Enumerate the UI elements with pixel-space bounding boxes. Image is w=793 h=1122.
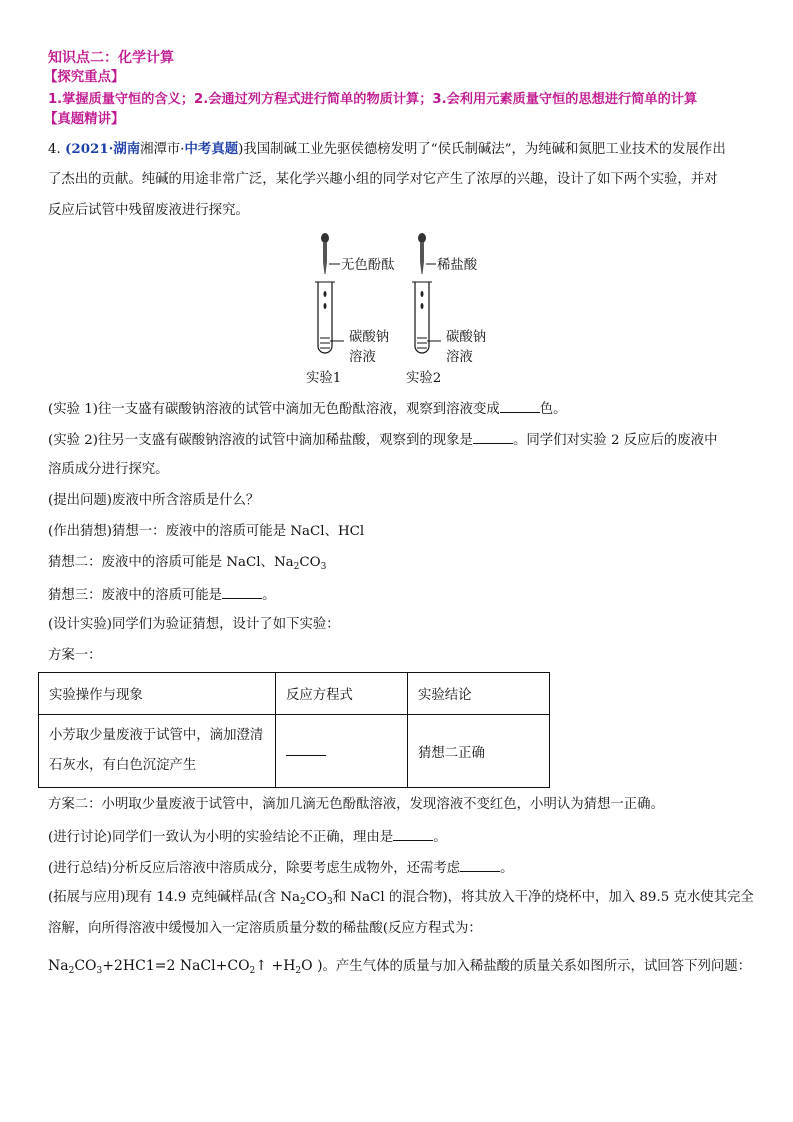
guess3-tail: 。 xyxy=(262,588,276,603)
eq-end: O ) xyxy=(301,958,323,974)
eq-sub3: 2 xyxy=(249,966,256,976)
table-row xyxy=(39,715,550,788)
summary-line xyxy=(48,859,514,877)
discuss-line xyxy=(48,828,447,846)
extension-sub1: 2 xyxy=(300,897,306,907)
discuss-text: (进行讨论)同学们一致认为小明的实验结论不正确，理由是 xyxy=(48,830,394,845)
summary-tail: 。 xyxy=(500,861,514,876)
eq-sub2: 3 xyxy=(96,966,103,976)
exp2-line xyxy=(48,431,717,449)
discuss-tail: 。 xyxy=(433,830,447,845)
question-intro-line2: 了杰出的贡献。纯碱的用途非常广泛，某化学兴趣小组的同学对它产生了浓厚的兴趣，设计了如下两个实验，并对 xyxy=(48,172,718,187)
focus-label: 【探究重点】 xyxy=(44,70,125,85)
equation-blank[interactable] xyxy=(286,743,326,756)
dropper-2 xyxy=(418,233,436,274)
extension-line1 xyxy=(48,890,754,910)
eq-na: Na xyxy=(48,958,69,974)
equation-tail-text: 。产生气体的质量与加入稀盐酸的质量关系如图所示，试回答下列问题： xyxy=(322,959,752,974)
exp1-text: (实验 1)往一支盛有碳酸钠溶液的试管中滴加无色酚酞溶液，观察到溶液变成 xyxy=(48,402,500,417)
dropper1-label: 无色酚酞 xyxy=(341,258,395,273)
eq-arrow: ↑ +H xyxy=(255,958,296,974)
extension-co: CO xyxy=(305,890,328,905)
source-close: ) xyxy=(238,142,244,157)
table-header: 实验结论 xyxy=(408,673,550,715)
exp2-line2: 溶质成分进行探究。 xyxy=(48,462,169,477)
guess2-co: CO xyxy=(299,555,321,570)
guess3-text: 猜想三：废液中的溶质可能是 xyxy=(48,588,223,603)
tube1-label-b: 溶液 xyxy=(349,350,376,365)
source-tag: 中考真题 xyxy=(184,141,239,157)
source-city: 湘潭市· xyxy=(140,142,185,157)
question-line: (提出问题)废液中所含溶质是什么？ xyxy=(48,493,260,508)
eq-co: CO xyxy=(74,958,97,974)
guess3-line xyxy=(48,586,275,604)
source-open: (2021· xyxy=(65,141,114,157)
experiment-table xyxy=(38,672,550,788)
eq-sub1: 2 xyxy=(68,966,75,976)
exp1-blank[interactable] xyxy=(500,400,540,413)
guess3-blank[interactable] xyxy=(222,586,262,599)
exp2-text: (实验 2)往另一支盛有碳酸钠溶液的试管中滴加稀盐酸，观察到的现象是 xyxy=(48,433,473,448)
extension-text-a: (拓展与应用)现有 14.9 克纯碱样品(含 Na xyxy=(48,890,301,905)
guess2-text: 猜想二：废液中的溶质可能是 NaCl、Na xyxy=(48,555,294,570)
exp1-tail: 色。 xyxy=(539,402,567,417)
table-header: 反应方程式 xyxy=(276,673,408,715)
source-province: 湖南 xyxy=(113,141,141,157)
guess1-line: (作出猜想)猜想一：废液中的溶质可能是 NaCl、HCl xyxy=(48,524,365,539)
design-line: (设计实验)同学们为验证猜想，设计了如下实验： xyxy=(48,617,340,632)
caption-2: 实验2 xyxy=(406,371,442,386)
extension-sub2: 3 xyxy=(327,897,333,907)
guess2-sub2: 3 xyxy=(320,562,327,572)
tube2-label-b: 溶液 xyxy=(446,350,473,365)
plan1-line: 方案一： xyxy=(48,648,102,663)
test-tube-2 xyxy=(412,282,441,353)
exp2-tail: 。同学们对实验 2 反应后的废液中 xyxy=(512,433,718,448)
tube2-label-a: 碳酸钠 xyxy=(446,330,487,345)
discuss-blank[interactable] xyxy=(393,828,433,841)
experiment-figure xyxy=(300,226,510,391)
extension-text-c: 和 NaCl 的混合物)，将其放入干净的烧杯中，加入 89.5 克水使其完全 xyxy=(332,890,754,905)
intro-text-1: 我国制碱工业先驱侯德榜发明了“侯氏制碱法”，为纯碱和氮肥工业技术的发展作出 xyxy=(243,142,726,157)
guess2-line xyxy=(48,555,326,575)
operation-line2: 石灰水，有白色沉淀产生 xyxy=(49,758,197,773)
exp2-blank[interactable] xyxy=(473,431,513,444)
tube1-label-a: 碳酸钠 xyxy=(349,330,390,345)
reaction-equation xyxy=(48,958,323,974)
section-title: 知识点二：化学计算 xyxy=(48,50,174,66)
table-header-row xyxy=(39,673,550,715)
table-cell-equation xyxy=(276,715,408,788)
extension-line2: 溶解，向所得溶液中缓慢加入一定溶质质量分数的稀盐酸(反应方程式为： xyxy=(48,921,482,936)
eq-sub4: 2 xyxy=(295,966,302,976)
equation-line xyxy=(48,958,751,979)
table-cell-operation xyxy=(39,715,276,788)
test-tube-1 xyxy=(315,282,344,353)
table-header: 实验操作与现象 xyxy=(39,673,276,715)
summary-text: (进行总结)分析反应后溶液中溶质成分，除要考虑生成物外，还需考虑 xyxy=(48,861,461,876)
eq-mid: +2HC1=2 NaCl+CO xyxy=(102,958,250,974)
dropper2-label: 稀盐酸 xyxy=(437,258,478,273)
table-cell-conclusion: 猜想二正确 xyxy=(408,715,550,788)
exp1-line xyxy=(48,400,567,418)
focus-text: 1.掌握质量守恒的含义；2.会通过列方程式进行简单的物质计算；3.会利用元素质量守恒的思想进行简单的计算 xyxy=(48,92,698,107)
dropper-1 xyxy=(321,233,340,274)
caption-1: 实验1 xyxy=(306,371,342,386)
guess2-sub1: 2 xyxy=(293,562,300,572)
exam-label: 【真题精讲】 xyxy=(44,112,125,127)
plan2-line: 方案二：小明取少量废液于试管中，滴加几滴无色酚酞溶液，发现溶液不变红色，小明认为猜想一正确。 xyxy=(48,797,664,812)
summary-blank[interactable] xyxy=(460,859,500,872)
operation-line1: 小芳取少量废液于试管中，滴加澄清 xyxy=(49,728,264,743)
question-number: 4. xyxy=(48,142,61,157)
question-intro-line3: 反应后试管中残留废液进行探究。 xyxy=(48,203,249,218)
question-intro-line1 xyxy=(48,141,726,158)
